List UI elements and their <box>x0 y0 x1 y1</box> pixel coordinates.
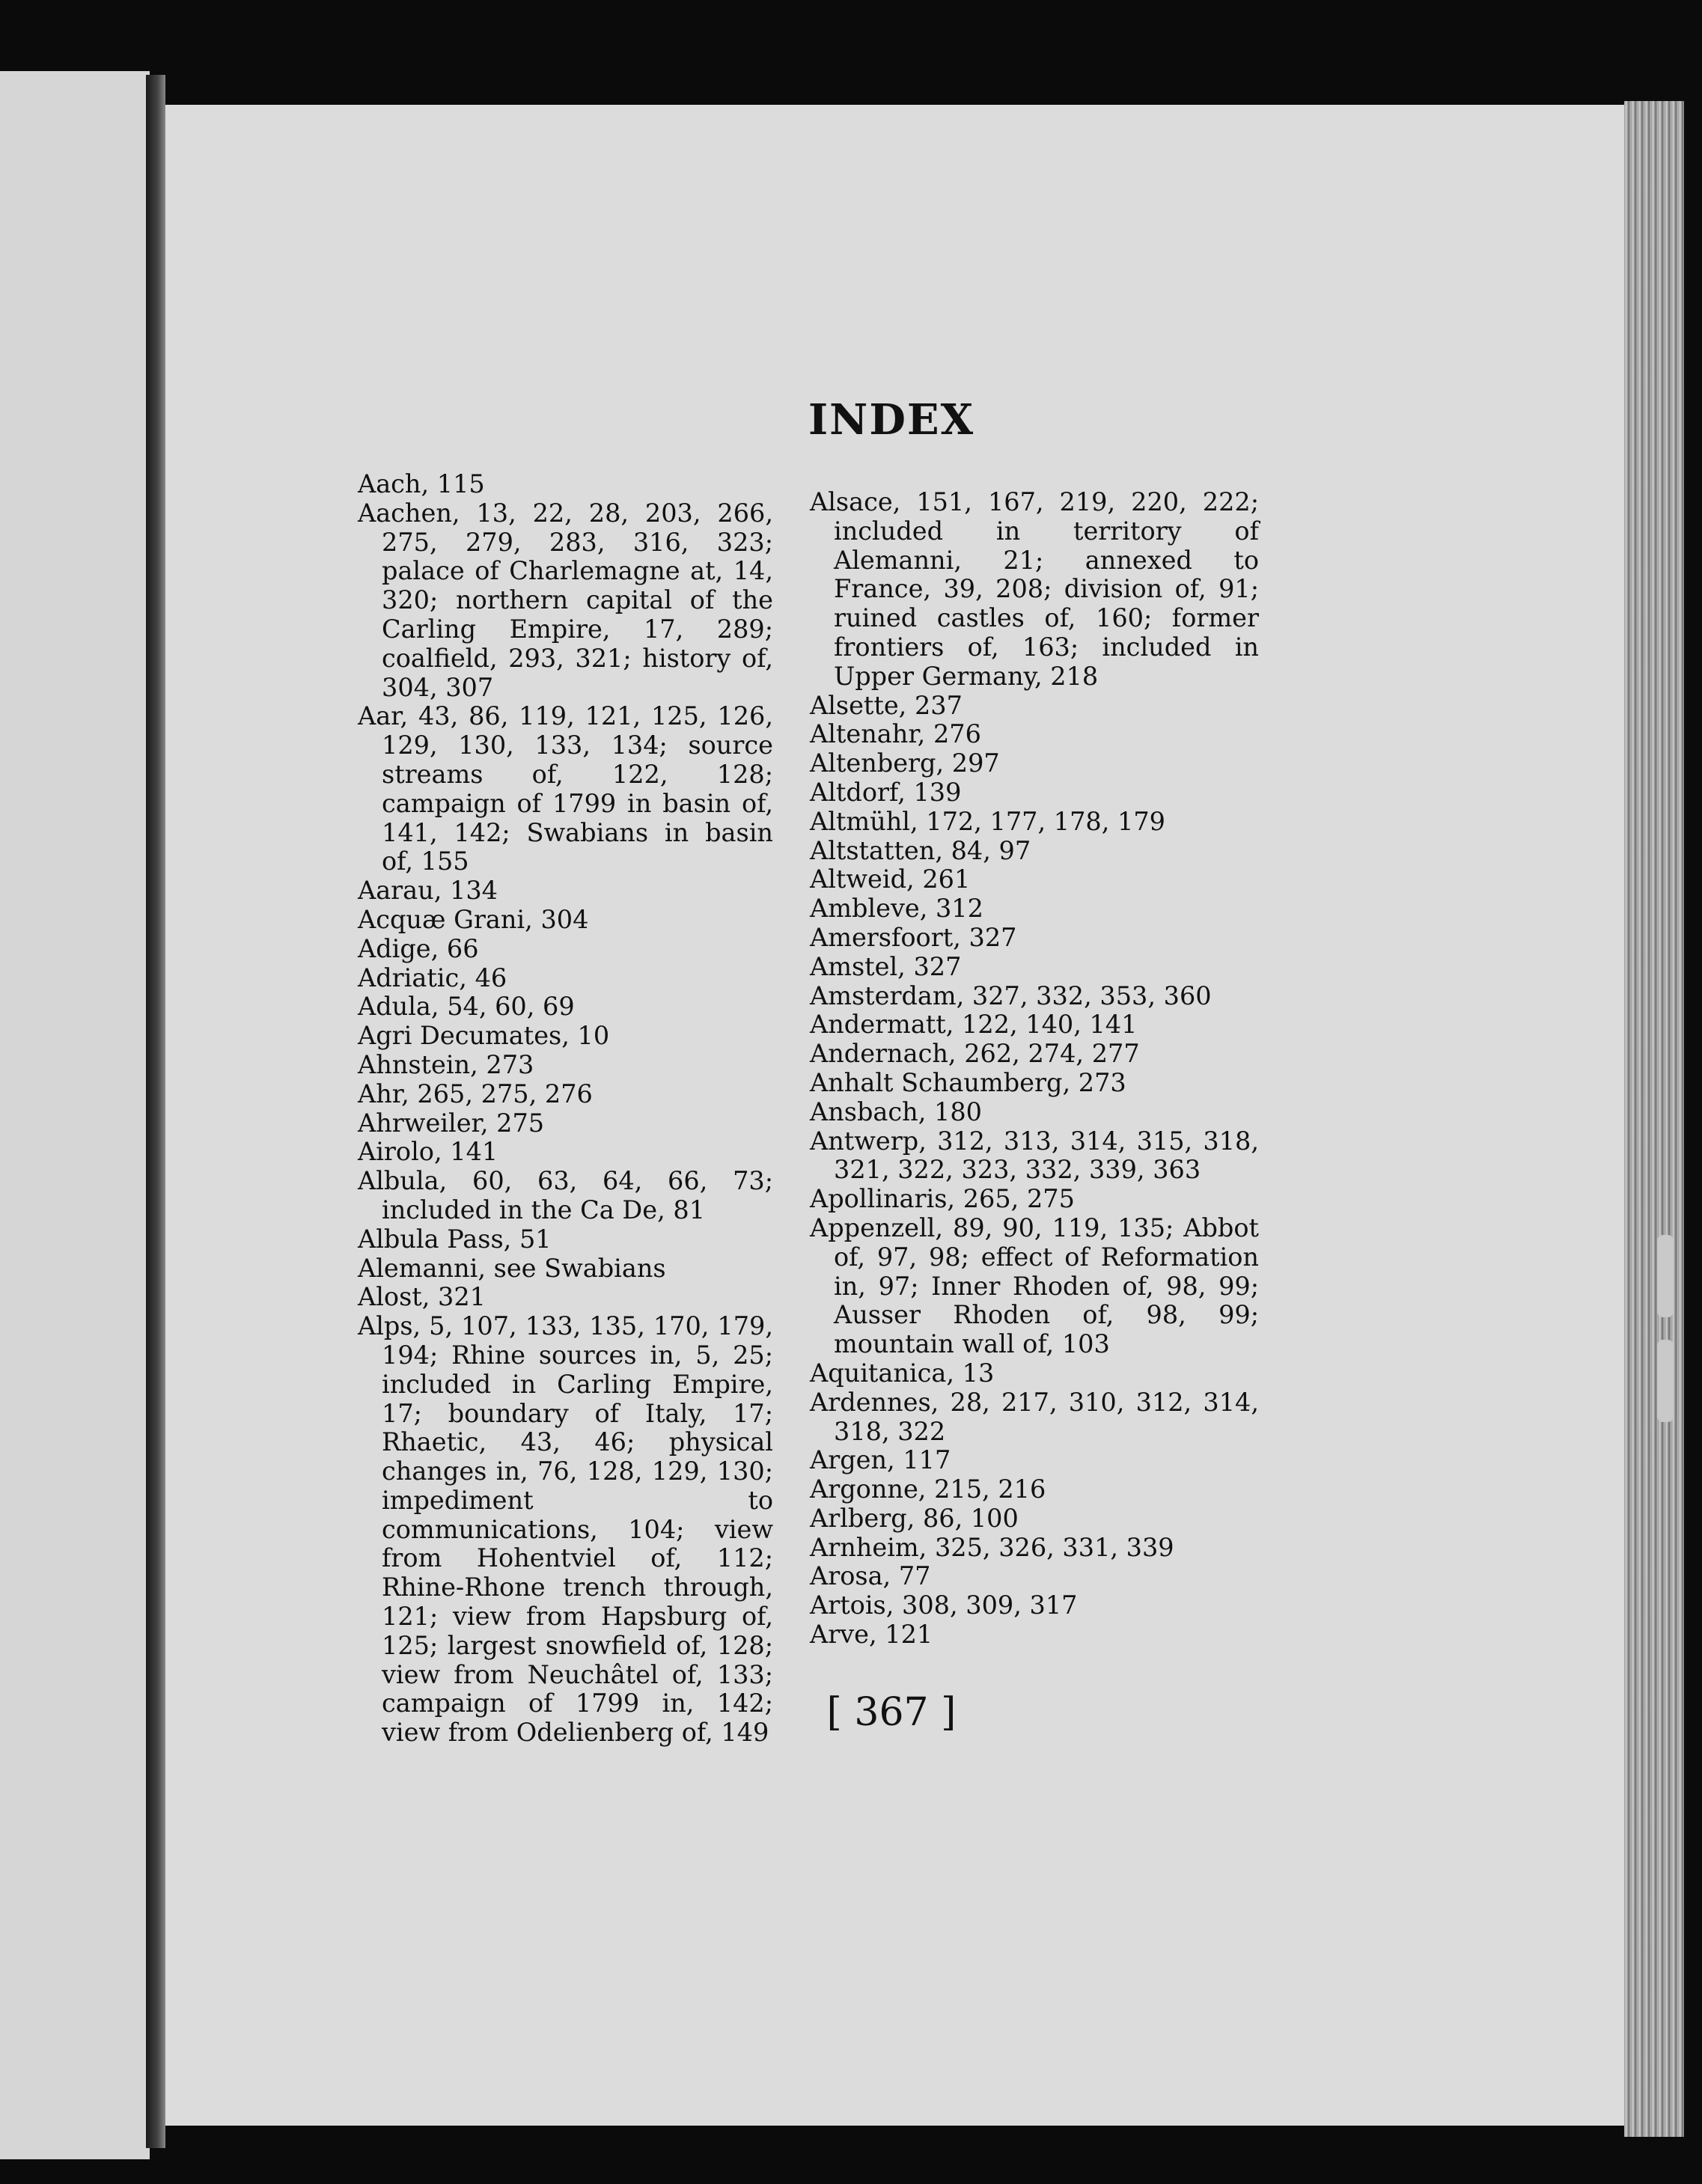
index-entry: Anhalt Schaumberg, 273 <box>810 1067 1126 1097</box>
index-entry: Ahrweiler, 275 <box>358 1108 545 1138</box>
index-entry: Adula, 54, 60, 69 <box>358 992 575 1022</box>
index-entry: Alost, 321 <box>358 1282 486 1312</box>
index-entry: Albula, 60, 63, 64, 66, 73; included in the Ca De, 81 <box>358 1166 773 1224</box>
scanner-clip <box>1657 1340 1674 1422</box>
book-gutter <box>146 75 165 2148</box>
left-page-edge <box>0 71 150 2159</box>
index-entry: Alsette, 237 <box>810 690 963 720</box>
index-entry: Arlberg, 86, 100 <box>810 1503 1019 1533</box>
index-entry: Ambleve, 312 <box>810 894 983 924</box>
index-entry: Amersfoort, 327 <box>810 922 1017 952</box>
index-entry: Amsterdam, 327, 332, 353, 360 <box>810 980 1212 1010</box>
index-entry: Agri Decumates, 10 <box>358 1021 610 1051</box>
index-entry: Aarau, 134 <box>358 876 498 906</box>
index-entry: Adriatic, 46 <box>358 963 507 992</box>
index-entry: Antwerp, 312, 313, 314, 315, 318, 321, 322, 323, 332, 339, 363 <box>810 1126 1259 1185</box>
index-entry: Aach, 115 <box>358 469 485 498</box>
index-entry: Altstatten, 84, 97 <box>810 835 1031 865</box>
index-entry: Acquæ Grani, 304 <box>358 904 589 934</box>
index-entry: Apollinaris, 265, 275 <box>810 1184 1075 1214</box>
index-entry: Artois, 308, 309, 317 <box>810 1590 1078 1620</box>
index-entry: Alsace, 151, 167, 219, 220, 222; included in territory of Alemanni, 21; annexed to France, 39, 208; division of, 91; ruined castles of, 160; former frontiers of, 163; included in Upper Germany, 218 <box>810 487 1259 691</box>
index-entry: Arosa, 77 <box>810 1561 931 1591</box>
index-entry: Altenberg, 297 <box>810 748 1000 778</box>
index-entry: Altweid, 261 <box>810 864 971 894</box>
index-entry: Ahnstein, 273 <box>358 1049 534 1079</box>
index-entry: Ansbach, 180 <box>810 1096 982 1126</box>
index-entry: Aachen, 13, 22, 28, 203, 266, 275, 279, 283, 316, 323; palace of Charlemagne at, 14, 320; northern capital of the Carling Empire, 17, 289; coalfield, 293, 321; history of, 304, 307 <box>358 498 773 702</box>
index-entry: Aquitanica, 13 <box>810 1358 995 1388</box>
index-entry: Albula Pass, 51 <box>358 1224 552 1254</box>
index-entry: Argonne, 215, 216 <box>810 1474 1046 1504</box>
page-edges <box>1624 101 1684 2137</box>
index-entry: Amstel, 327 <box>810 951 962 981</box>
index-entry: Adige, 66 <box>358 933 479 963</box>
index-entry: Altmühl, 172, 177, 178, 179 <box>810 806 1165 836</box>
index-entry: Altenahr, 276 <box>810 719 981 749</box>
index-entry: Alemanni, see Swabians <box>358 1253 666 1283</box>
index-entry: Airolo, 141 <box>358 1137 498 1167</box>
index-entry: Aar, 43, 86, 119, 121, 125, 126, 129, 130, 133, 134; source streams of, 122, 128; campaign of 1799 in basin of, 141, 142; Swabians in basin of, 155 <box>358 701 773 876</box>
index-entry: Andermatt, 122, 140, 141 <box>810 1010 1138 1040</box>
index-entry: Alps, 5, 107, 133, 135, 170, 179, 194; Rhine sources in, 5, 25; included in Carling Empire, 17; boundary of Italy, 17; Rhaetic, 43, 46; physical changes in, 76, 128, 129, 130; impediment to communications, 104; view from Hohentviel of, 112; Rhine-Rhone trench through, 121; view from Hapsburg of, 125; largest snowfield of, 128; view from Neuchâtel of, 133; campaign of 1799 in, 142; view from Odelienberg of, 149 <box>358 1311 773 1748</box>
index-column-right <box>810 488 1259 1650</box>
index-entry: Ardennes, 28, 217, 310, 312, 314, 318, 322 <box>810 1387 1259 1446</box>
index-entry: Argen, 117 <box>810 1445 951 1475</box>
index-entry: Appenzell, 89, 90, 119, 135; Abbot of, 97, 98; effect of Reformation in, 97; Inner Rhoden of, 98, 99; Ausser Rhoden of, 98, 99; mountain wall of, 103 <box>810 1213 1259 1359</box>
index-entry: Altdorf, 139 <box>810 777 962 807</box>
scanner-clip <box>1657 1235 1674 1317</box>
page-number: [ 367 ] <box>826 1690 957 1735</box>
index-entry: Arnheim, 325, 326, 331, 339 <box>810 1532 1174 1562</box>
index-entry: Ahr, 265, 275, 276 <box>358 1079 593 1108</box>
index-entry: Arve, 121 <box>810 1620 933 1650</box>
index-column-left <box>358 470 773 1748</box>
index-entry: Andernach, 262, 274, 277 <box>810 1039 1140 1069</box>
page-title: INDEX <box>808 395 975 445</box>
